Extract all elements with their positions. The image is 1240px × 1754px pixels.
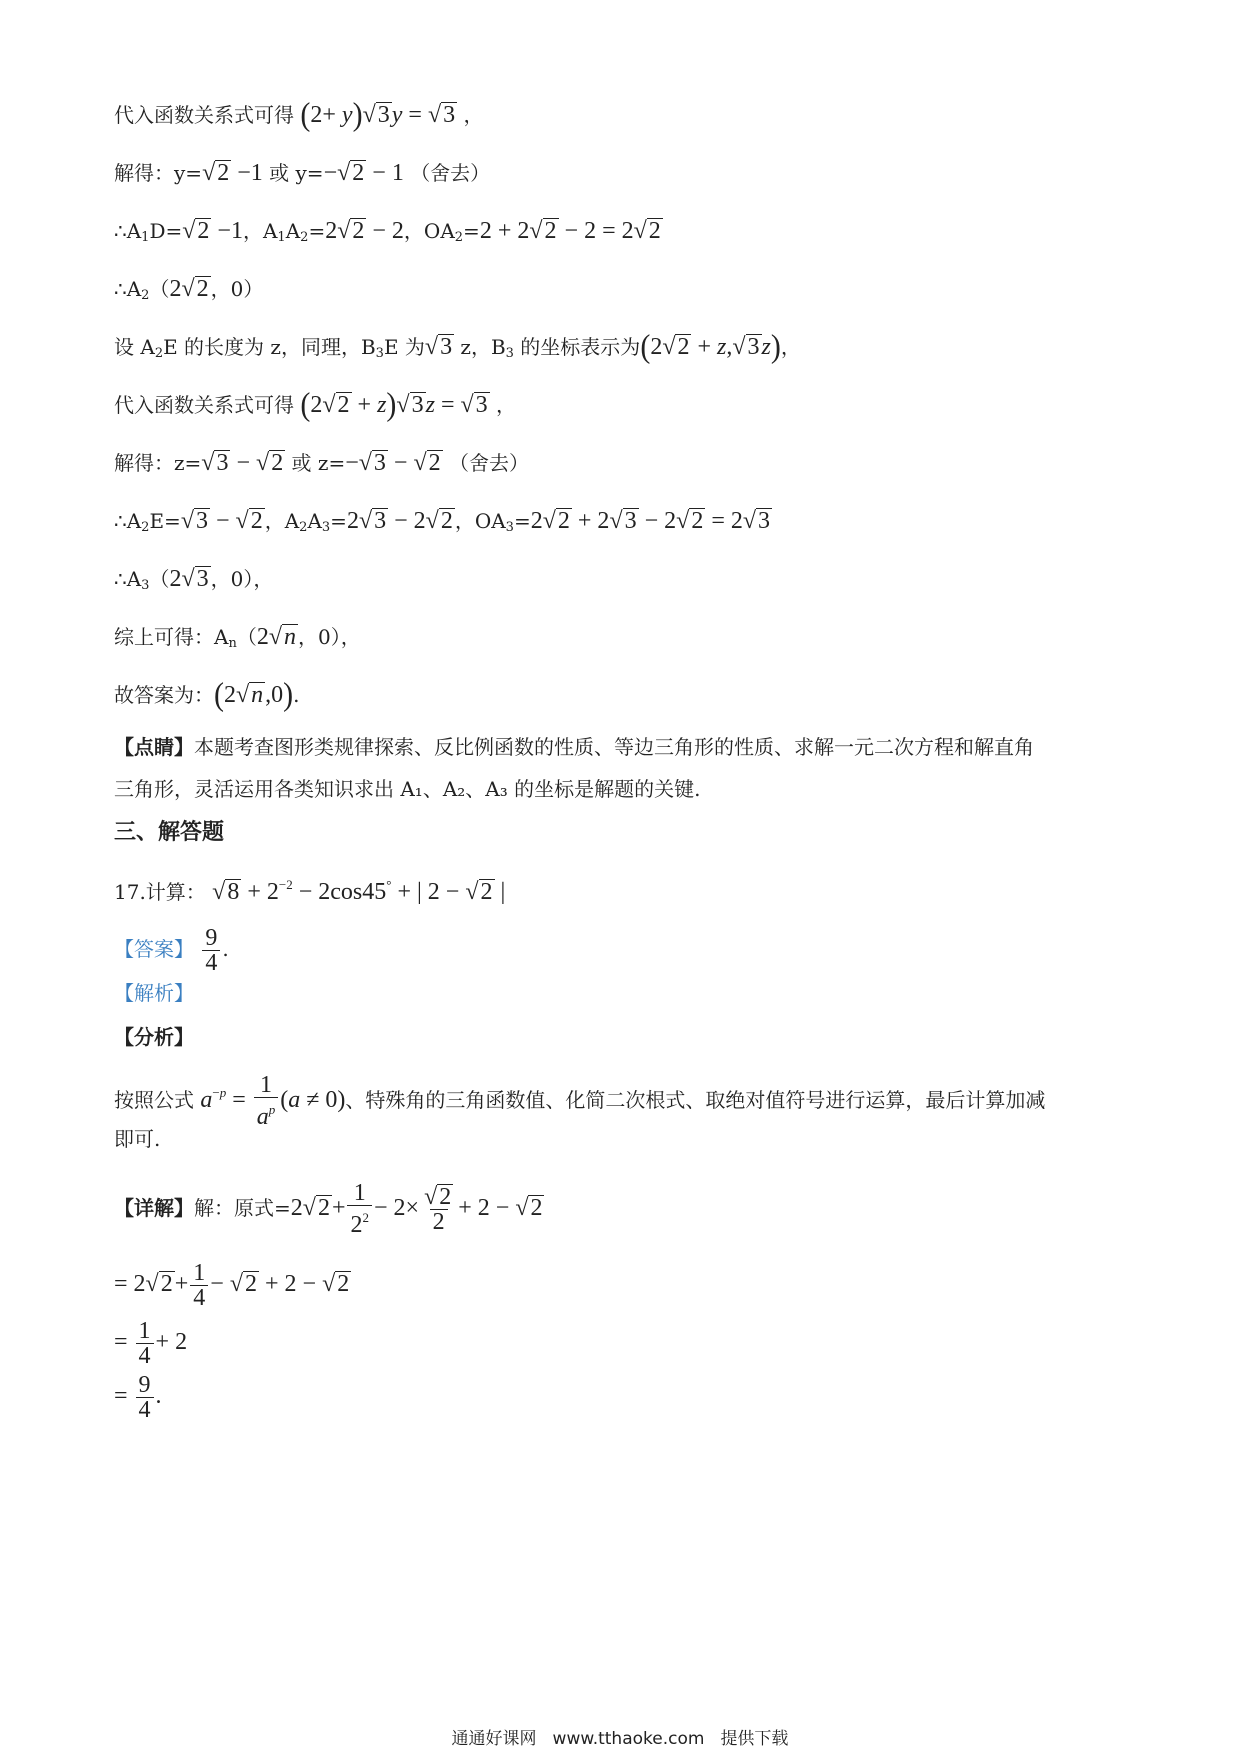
equation: (2+ y)√3y = √3 bbox=[300, 96, 456, 133]
footer-url[interactable]: www.tthaoke.com bbox=[552, 1729, 705, 1749]
line-a1d: $\therefore A_1D=√2 -1$，$A_1A_2=2√2 - 2$，$OA_2=2 + 2√2 - 2 = 2√2$ bbox=[114, 218, 661, 245]
line-final-answer: 故答案为：(2√n,0). bbox=[114, 676, 300, 713]
line-solve-y: 解得：y=√2 −1 或 y=−√2 − 1 （舍去） bbox=[114, 160, 491, 186]
line-an-coord: 综上可得：$A_n(2√n$ ，0）， bbox=[114, 624, 361, 651]
detail-tag: 【详解】 bbox=[114, 1196, 194, 1220]
line-a2-coord: $\therefore A_2(2√2$ ，0） bbox=[114, 276, 264, 303]
footer bbox=[0, 1724, 1240, 1749]
line-substitute-z: 代入函数关系式可得 (2√2 + z)√3z = √3 ， bbox=[114, 386, 517, 423]
detail-line: 【详解】解：原式=2√2+ $\frac{1}{2^2}$ − 2× $\frac{√2}{2}$ + 2 − √2 bbox=[114, 1180, 543, 1239]
footer-site-name: 通通好课网 bbox=[451, 1729, 537, 1749]
line-substitute-y: 代入函数关系式可得 (2+ y)√3y = √3 ， bbox=[114, 96, 484, 133]
section-title: 三、解答题 bbox=[114, 820, 225, 845]
answer-tag: 【答案】 bbox=[114, 937, 194, 961]
line-a3-coord: $\therefore A_3(2√3$ ，0）， bbox=[114, 566, 274, 593]
method-line-1: 按照公式 $a^{-p}$ = $\frac{1}{a^p}$ (a ≠ 0)、特殊角的三角函数值、化简二次根式、取绝对值符号进行运算，最后计算加减 bbox=[114, 1072, 1046, 1131]
comment-line-2: 三角形，灵活运用各类知识求出 A₁、A₂、A₃ 的坐标是解题的关键. bbox=[114, 777, 701, 801]
line-set-z: 设 $A_2E$ 的长度为 z，同理，$B_3E$ 为√3 z，$B_3$ 的坐标表示为(2√2 + z,√3z)， bbox=[114, 328, 801, 365]
step-3: = $\frac{9}{4}$ . bbox=[114, 1371, 162, 1423]
comment-line-1: 【点睛】本题考查图形类规律探索、反比例函数的性质、等边三角形的性质、求解一元二次方程和解直角 bbox=[114, 735, 1034, 759]
method-line-2: 即可. bbox=[114, 1127, 161, 1151]
analysis-tag: 【解析】 bbox=[114, 981, 194, 1005]
line-solve-z: 解得：z=√3 − √2 或 z=−√3 − √2 （舍去） bbox=[114, 450, 529, 476]
fenxi-tag: 【分析】 bbox=[114, 1025, 194, 1049]
footer-suffix: 提供下载 bbox=[720, 1729, 789, 1749]
step-2: = $\frac{1}{4}$ + 2 bbox=[114, 1317, 188, 1369]
question-17: 17.计算： $√8 + 2^{-2} - 2\cos 45^\circ$ + | 2 − √2 | bbox=[114, 877, 506, 905]
comment-tag: 【点睛】 bbox=[114, 735, 194, 759]
line-a2e: $\therefore A_2E=√3 - √2$ ，$A_2A_3=2√3 - 2√2$ ，$OA_3=2√2 + 2√3 - 2√2 = 2√3$ bbox=[114, 508, 771, 535]
answer-line: 【答案】 $\frac{9}{4}$ . bbox=[114, 925, 229, 976]
step-1: = 2√2+ $\frac{1}{4}$ − √2 + 2 − √2 bbox=[114, 1259, 350, 1311]
